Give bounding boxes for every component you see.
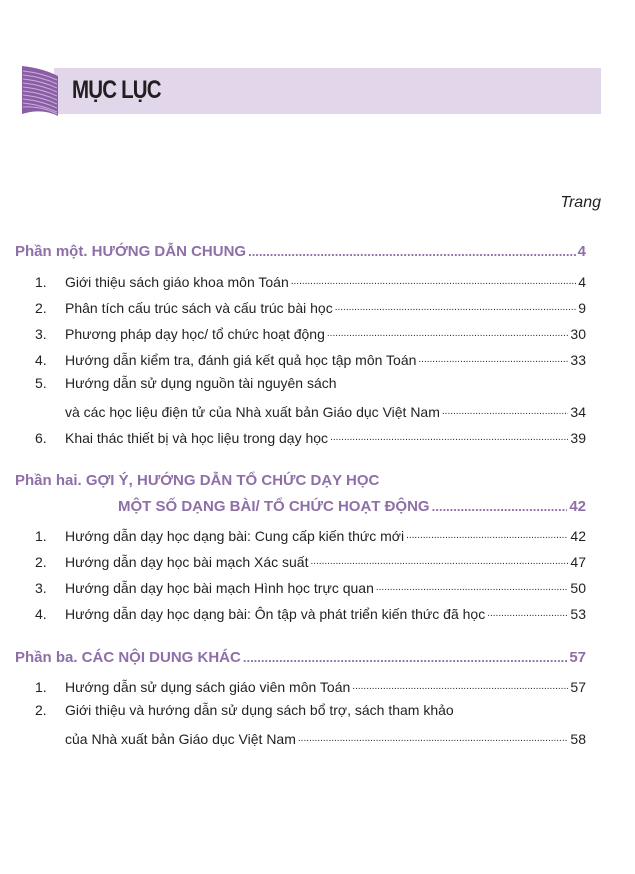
leader-dots — [442, 400, 569, 421]
toc-item[interactable] — [15, 426, 586, 447]
page-number: 30 — [570, 326, 586, 342]
page-number: 47 — [570, 554, 586, 570]
leader-dots — [243, 649, 567, 667]
item-number: 4. — [35, 352, 47, 368]
leader-dots — [330, 426, 568, 447]
item-title: Phân tích cấu trúc sách và cấu trúc bài học — [65, 300, 333, 316]
item-number: 6. — [35, 430, 47, 446]
leader-dots — [310, 550, 568, 571]
item-title: Hướng dẫn dạy học dạng bài: Ôn tập và phát triển kiến thức đã học — [65, 606, 486, 622]
toc-item[interactable] — [15, 550, 586, 571]
part-title: MỘT SỐ DẠNG BÀI/ TỔ CHỨC HOẠT ĐỘNG — [118, 498, 430, 515]
toc-item[interactable] — [15, 296, 586, 317]
item-number: 2. — [35, 300, 47, 316]
item-number: 2. — [35, 702, 47, 718]
item-title: Hướng dẫn sử dụng nguồn tài nguyên sách — [65, 375, 337, 391]
leader-dots — [248, 243, 576, 261]
item-title: Giới thiệu sách giáo khoa môn Toán — [65, 274, 289, 290]
item-title: Giới thiệu và hướng dẫn sử dụng sách bổ trợ, sách tham khảo — [65, 702, 454, 718]
leader-dots — [352, 675, 568, 696]
leader-dots — [298, 727, 569, 748]
item-title: Hướng dẫn sử dụng sách giáo viên môn Toán — [65, 679, 351, 695]
leader-dots — [432, 498, 568, 516]
item-title: và các học liệu điện tử của Nhà xuất bản Giáo dục Việt Nam — [65, 404, 440, 420]
toc-item[interactable] — [15, 576, 586, 597]
header-banner — [14, 68, 601, 116]
leader-dots — [335, 296, 577, 317]
item-title: Khai thác thiết bị và học liệu trong dạy học — [65, 430, 329, 446]
item-title: của Nhà xuất bản Giáo dục Việt Nam — [65, 731, 296, 747]
page-number: 34 — [570, 404, 586, 420]
item-number: 3. — [35, 326, 47, 342]
page-number: 42 — [569, 498, 586, 515]
page-number: 53 — [570, 606, 586, 622]
item-number: 5. — [35, 375, 47, 391]
item-title: Hướng dẫn kiểm tra, đánh giá kết quả học tập môn Toán — [65, 352, 417, 368]
toc-item[interactable] — [15, 348, 586, 369]
item-number: 4. — [35, 606, 47, 622]
leader-dots — [487, 602, 568, 623]
toc-item[interactable] — [15, 374, 586, 392]
toc-part-1[interactable] — [15, 243, 586, 261]
page-number: 4 — [578, 274, 586, 290]
leader-dots — [418, 348, 568, 369]
leader-dots — [376, 576, 569, 597]
leader-dots — [406, 524, 568, 545]
item-number: 1. — [35, 274, 47, 290]
page-number: 50 — [570, 580, 586, 596]
item-number: 1. — [35, 528, 47, 544]
item-title: Hướng dẫn dạy học bài mạch Hình học trực quan — [65, 580, 374, 596]
page-column-label: Trang — [560, 194, 601, 211]
part-title: Phần hai. GỢI Ý, HƯỚNG DẪN TỔ CHỨC DẠY HỌC — [15, 472, 380, 489]
page-number: 4 — [577, 243, 586, 260]
page-number: 57 — [570, 679, 586, 695]
page-title: MỤC LỤC — [72, 76, 161, 104]
part-title: Phần một. HƯỚNG DẪN CHUNG — [15, 243, 247, 260]
toc-item[interactable] — [15, 322, 586, 343]
item-title: Hướng dẫn dạy học dạng bài: Cung cấp kiến thức mới — [65, 528, 405, 544]
toc-item[interactable] — [15, 602, 586, 623]
page-number: 58 — [570, 731, 586, 747]
part-title: Phần ba. CÁC NỘI DUNG KHÁC — [15, 649, 241, 666]
page-number: 39 — [570, 430, 586, 446]
item-number: 1. — [35, 679, 47, 695]
toc-item[interactable] — [15, 524, 586, 545]
toc-item[interactable] — [15, 675, 586, 696]
toc-item[interactable] — [15, 701, 586, 719]
item-number: 2. — [35, 554, 47, 570]
page-number: 57 — [569, 649, 586, 666]
toc-item-continuation[interactable] — [15, 400, 586, 421]
toc-item-continuation[interactable] — [15, 727, 586, 748]
book-icon — [14, 64, 60, 120]
item-title: Hướng dẫn dạy học bài mạch Xác suất — [65, 554, 309, 570]
item-number: 3. — [35, 580, 47, 596]
leader-dots — [327, 322, 569, 343]
item-title: Phương pháp dạy học/ tổ chức hoạt động — [65, 326, 325, 342]
page-number: 42 — [570, 528, 586, 544]
page-number: 33 — [570, 352, 586, 368]
page-number: 9 — [578, 300, 586, 316]
toc-part-3[interactable] — [15, 649, 586, 667]
toc-item[interactable] — [15, 270, 586, 291]
toc-part-2[interactable] — [15, 472, 586, 490]
toc-part-2-continuation[interactable] — [15, 498, 586, 516]
leader-dots — [291, 270, 576, 291]
